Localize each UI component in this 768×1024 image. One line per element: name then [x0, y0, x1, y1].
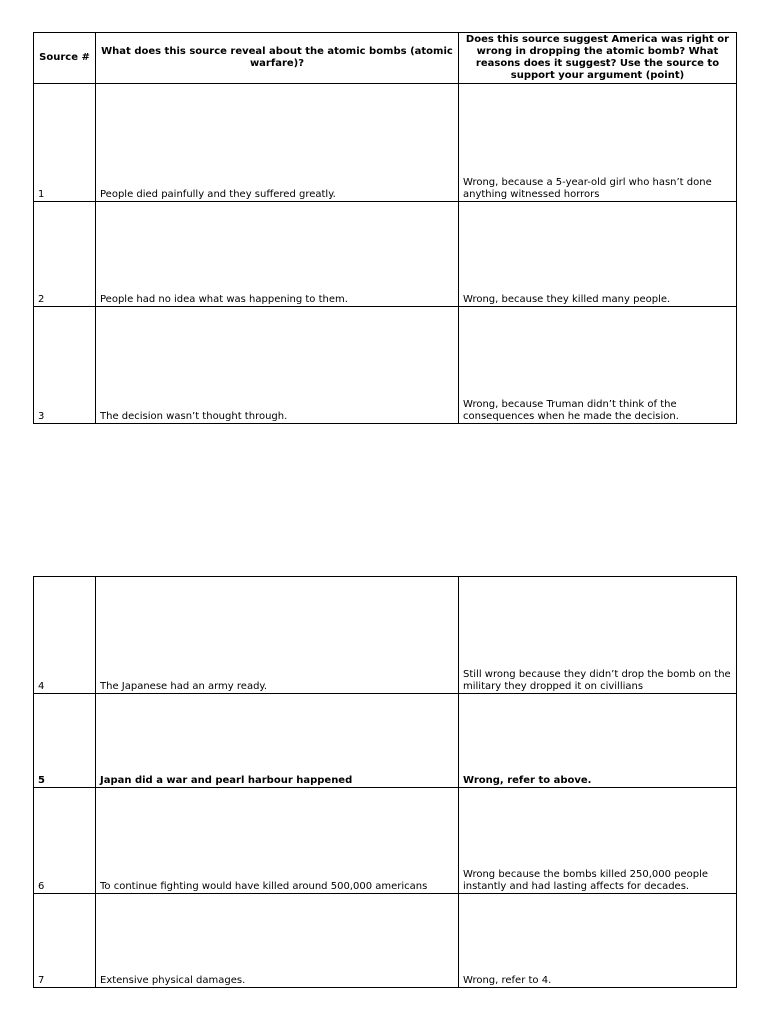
- judgement-cell: Wrong, refer to above.: [459, 694, 737, 788]
- sources-table-bottom: [33, 576, 737, 988]
- table-row: [34, 788, 737, 894]
- source-number: 1: [34, 84, 96, 202]
- header-row: [34, 33, 737, 84]
- judgement-cell: Wrong, because Truman didn’t think of the consequences when he made the decision.: [459, 307, 737, 424]
- judgement-cell: Wrong, because a 5-year-old girl who hasn’t done anything witnessed horrors: [459, 84, 737, 202]
- header-judgement: Does this source suggest America was right or wrong in dropping the atomic bomb? What reasons does it suggest? Use the source to support your argument (point): [459, 33, 737, 84]
- source-number: 3: [34, 307, 96, 424]
- header-reveal: What does this source reveal about the atomic bombs (atomic warfare)?: [96, 33, 459, 84]
- reveal-cell: The Japanese had an army ready.: [96, 577, 459, 694]
- judgement-cell: Wrong, refer to 4.: [459, 894, 737, 988]
- source-number: 7: [34, 894, 96, 988]
- table-row: [34, 694, 737, 788]
- table-row: [34, 577, 737, 694]
- reveal-cell: People died painfully and they suffered greatly.: [96, 84, 459, 202]
- reveal-cell: Japan did a war and pearl harbour happened: [96, 694, 459, 788]
- source-number: 4: [34, 577, 96, 694]
- table-row: [34, 84, 737, 202]
- reveal-cell: Extensive physical damages.: [96, 894, 459, 988]
- reveal-cell: People had no idea what was happening to them.: [96, 202, 459, 307]
- table-row: [34, 894, 737, 988]
- judgement-cell: Wrong because the bombs killed 250,000 people instantly and had lasting affects for decades.: [459, 788, 737, 894]
- source-number: 2: [34, 202, 96, 307]
- sources-table-top: [33, 32, 737, 424]
- reveal-cell: To continue fighting would have killed around 500,000 americans: [96, 788, 459, 894]
- judgement-cell: Wrong, because they killed many people.: [459, 202, 737, 307]
- reveal-cell: The decision wasn’t thought through.: [96, 307, 459, 424]
- table-row: [34, 307, 737, 424]
- judgement-cell: Still wrong because they didn’t drop the bomb on the military they dropped it on civillians: [459, 577, 737, 694]
- source-number: 5: [34, 694, 96, 788]
- header-source-number: Source #: [34, 33, 96, 84]
- source-number: 6: [34, 788, 96, 894]
- table-row: [34, 202, 737, 307]
